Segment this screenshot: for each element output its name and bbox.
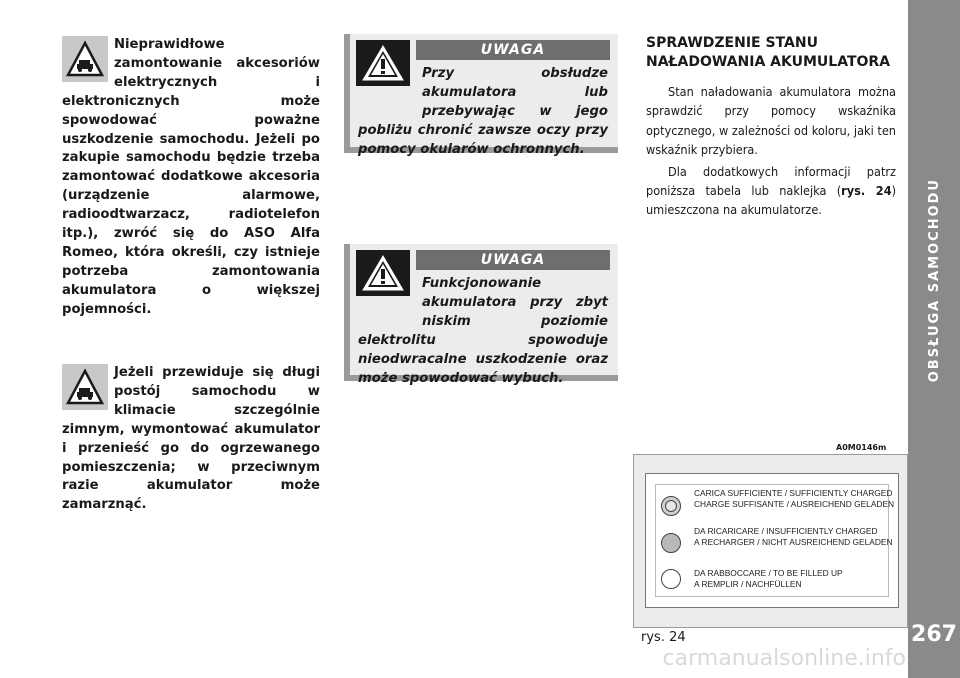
figure-caption: rys. 24 <box>641 630 686 645</box>
watermark: carmanualsonline.info <box>662 646 906 671</box>
sticker-row-fill <box>694 568 843 590</box>
section-body <box>646 82 896 220</box>
figure-reference: rys. 24 <box>841 183 892 199</box>
car-warning-icon <box>62 36 108 82</box>
warning-heading: UWAGA <box>416 40 610 60</box>
section-title-line2: NAŁADOWANIA AKUMULATORA <box>646 54 891 70</box>
section-title-line1: SPRAWDZENIE STANU <box>646 35 818 51</box>
sticker-row-line: DA RABBOCCARE / TO BE FILLED UP <box>694 568 843 578</box>
section-header-text: OBSŁUGA SAMOCHODU <box>926 177 942 383</box>
warning-text-wrapper <box>358 64 608 159</box>
sticker-row-charged <box>694 488 894 510</box>
sticker-row-line: A REMPLIR / NACHFÜLLEN <box>694 579 802 589</box>
section-header-vertical <box>908 0 960 560</box>
note-text: Jeżeli przewiduje się długi postój samochodu w klimacie szczególnie zimnym, wymontować akumulator i przenieść go do ogrzewanego pomieszczenia; w przeciwnym razie akumulator może zamarznąć. <box>62 365 320 513</box>
paragraph-text: Dla dodatkowych informacji patrz poniższa tabela lub naklejka ( <box>646 163 896 199</box>
warning-box-eye-protection <box>344 34 618 157</box>
paragraph-text: ) umieszczona na akumulatorze. <box>646 183 896 218</box>
indicator-fill-icon <box>661 569 681 589</box>
section-title <box>646 34 896 72</box>
note-cold-climate <box>62 364 320 515</box>
battery-indicator-figure <box>633 454 908 628</box>
figure-code: A0M0146m <box>836 443 887 452</box>
section-paragraph-1: Stan naładowania akumulatora można sprawdzić przy pomocy wskaźnika optycznego, w zależności od koloru, jaki ten wskaźnik przybiera. <box>646 84 896 158</box>
section-paragraph-2 <box>646 162 896 220</box>
note-icon-wrapper <box>62 364 114 420</box>
note-accessories <box>62 36 320 320</box>
warning-text: Funkcjonowanie akumulatora przy zbyt niskim poziomie elektrolitu spowoduje nieodwracalne uszkodzenie oraz może spowodować wybuch. <box>358 276 608 386</box>
battery-sticker <box>645 473 899 608</box>
car-warning-icon <box>62 364 108 410</box>
warning-box-electrolyte <box>344 244 618 386</box>
note-text: Nieprawidłowe zamontowanie akcesoriów elektrycznych i elektronicznych może spowodować poważne uszkodzenie samochodu. Jeżeli po zakupie samochodu będzie trzeba zamontować dodatkowe akcesoria (urządzenie alarmowe, radioodtwarzacz, radiotelefon itp.), zwróć się do ASO Alfa Romeo, która określi, czy istnieje potrzeba zamontowania akumulatora o większej pojemności. <box>62 37 320 317</box>
warning-spacer <box>358 64 422 104</box>
warning-heading: UWAGA <box>416 250 610 270</box>
sticker-row-line: DA RICARICARE / INSUFFICIENTLY CHARGED <box>694 526 878 536</box>
page-number: 267 <box>911 622 957 647</box>
sticker-row-line: CARICA SUFFICIENTE / SUFFICIENTLY CHARGED <box>694 488 893 498</box>
warning-text: Przy obsłudze akumulatora lub przebywając w jego pobliżu chronić zawsze oczy przy pomocy okularów ochronnych. <box>358 66 608 157</box>
warning-spacer <box>358 274 422 314</box>
sticker-row-line: CHARGE SUFFISANTE / AUSREICHEND GELADEN <box>694 499 895 509</box>
indicator-recharge-icon <box>661 533 681 553</box>
warning-text-wrapper <box>358 274 608 388</box>
indicator-charged-icon <box>661 496 681 516</box>
note-icon-wrapper <box>62 36 114 92</box>
sticker-row-line: A RECHARGER / NICHT AUSREICHEND GELADEN <box>694 537 893 547</box>
sticker-row-recharge <box>694 526 893 548</box>
